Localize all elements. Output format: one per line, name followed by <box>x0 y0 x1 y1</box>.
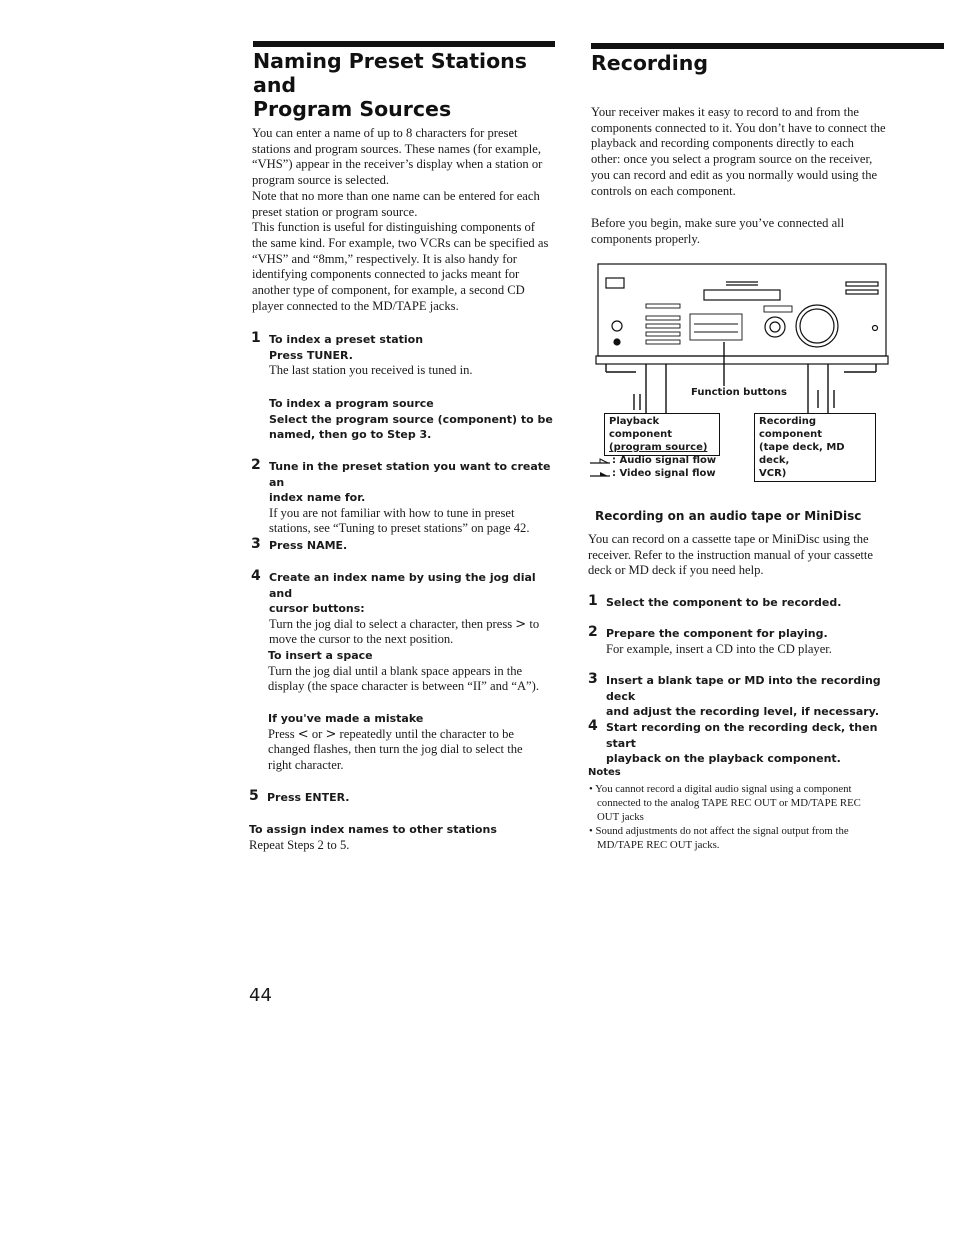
step-subheading: Press TUNER. <box>269 348 353 362</box>
step-number: 5 <box>249 788 259 804</box>
note-item: • Sound adjustments do not affect the signal output from the MD/TAPE REC OUT jacks. <box>589 825 849 851</box>
cursor-right-icon: > <box>515 616 527 632</box>
right-step-3: 3 Insert a blank tape or MD into the recording deck and adjust the recording level, if necessary. <box>588 671 881 718</box>
left-step-1 <box>251 332 561 379</box>
left-page-title <box>253 49 563 121</box>
right-step-2: 2 Prepare the component for playing. For example, insert a CD into the CD player. <box>588 624 832 656</box>
step-number: 2 <box>251 457 261 473</box>
right-page-title: Recording <box>591 51 709 75</box>
playback-component-label: Playback component (program source) <box>604 413 720 456</box>
step-number: 1 <box>251 330 261 346</box>
left-title-rule <box>253 41 555 47</box>
step-heading: To index a preset station <box>269 333 424 346</box>
function-buttons-label: Function buttons <box>691 387 787 398</box>
right-step-4: 4 Start recording on the recording deck, then start playback on the playback component. <box>588 718 878 765</box>
step-number: 1 <box>588 593 598 609</box>
audio-flow-icon <box>590 457 614 467</box>
left-title-line2: Program Sources <box>253 97 452 121</box>
left-step-3: 3 Press NAME. <box>251 536 348 552</box>
step-number: 3 <box>588 671 598 687</box>
recording-component-label: Recording component (tape deck, MD deck, VCR) <box>754 413 876 482</box>
signal-flow-lines <box>606 342 876 414</box>
notes-list <box>589 782 879 852</box>
insert-space-block: To insert a space Turn the jog dial until a blank space appears in the display (the space character is between “II” and “A”). <box>268 649 539 694</box>
left-step-2: 2 Tune in the preset station you want to create an index name for. If you are not familiar with how to tune in preset stations, see “Tuning to preset stations” on page 42. <box>251 457 551 536</box>
notes-heading: Notes <box>588 767 621 778</box>
video-flow-icon <box>590 470 614 480</box>
section-heading: Recording on an audio tape or MiniDisc <box>595 509 862 523</box>
left-step-4: 4 Create an index name by using the jog dial and cursor buttons: Turn the jog dial to select a character, then press > to move the cursor to the next position. <box>251 568 540 647</box>
right-step-1: 1 Select the component to be recorded. <box>588 593 842 609</box>
cursor-right-icon: > <box>325 726 337 742</box>
receiver-front-panel <box>596 264 888 364</box>
mistake-block: If you've made a mistake Press < or > repeatedly until the character to be changed flashes, then turn the jog dial to select the right character. <box>268 712 523 772</box>
video-flow-legend: : Video signal flow <box>612 468 716 479</box>
left-intro: You can enter a name of up to 8 characters for preset stations and program sources. These names (for example, “VHS”) appear in the receiver’s display when a station or program source is selected. Note that no more than one name can be entered for each preset station or program source. This function is useful for distinguishing components of the same kind. For example, two VCRs can be specified as “VHS” and “8mm,” respectively. It is also handy for identifying components connected to jacks meant for another type of component, for example, a second CD player connected to the MD/TAPE jacks. <box>252 126 549 313</box>
step-number: 4 <box>251 568 261 584</box>
right-intro: Your receiver makes it easy to record to and from the components connected to it. You don’t have to connect the playback and recording components directly to each other: once you select a program source on the receiver, you can record and edit as you normally would using the controls on each component. <box>591 105 886 198</box>
right-before: Before you begin, make sure you’ve connected all components properly. <box>591 216 845 246</box>
left-step-5: 5 Press ENTER. <box>249 788 350 804</box>
cursor-left-icon: < <box>297 726 309 742</box>
note-item: • You cannot record a digital audio signal using a component connected to the analog TAPE REC OUT or MD/TAPE REC OUT jacks <box>589 783 861 823</box>
step-number: 4 <box>588 718 598 734</box>
assign-block: To assign index names to other stations Repeat Steps 2 to 5. <box>249 823 497 852</box>
program-source-block: To index a program source Select the program source (component) to be named, then go to Step 3. <box>269 397 553 441</box>
section-text: You can record on a cassette tape or MiniDisc using the receiver. Refer to the instruction manual of your cassette deck or MD deck if you need help. <box>588 532 874 578</box>
left-title-line1: Naming Preset Stations and <box>253 49 527 97</box>
audio-flow-legend: : Audio signal flow <box>612 455 717 466</box>
step-number: 2 <box>588 624 598 640</box>
page-number: 44 <box>249 985 272 1006</box>
right-title-rule <box>591 43 944 49</box>
step-text: The last station you received is tuned in. <box>269 363 473 377</box>
step-number: 3 <box>251 536 261 552</box>
